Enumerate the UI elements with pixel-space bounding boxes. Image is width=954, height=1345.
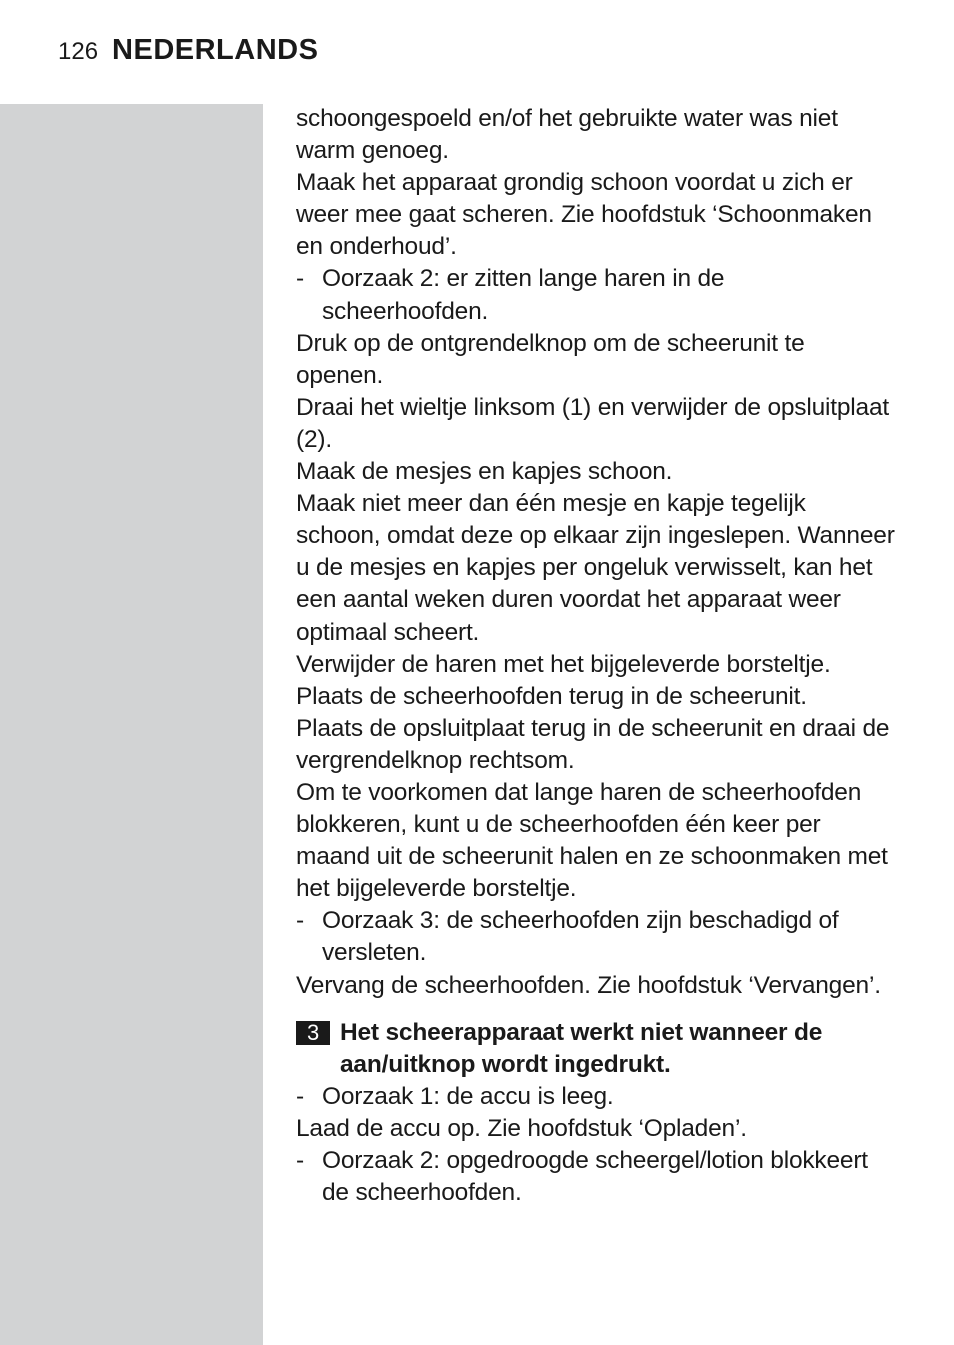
step-heading [296,1017,896,1081]
main-content [296,103,896,1209]
bullet-dash: - [296,265,304,293]
paragraph: Om te voorkomen dat lange haren de scheerhoofden blokkeren, kunt u de scheerhoofden één keer per maand uit de scheerunit halen en ze schoonmaken met het bijgeleverde borsteltje. [296,778,888,903]
paragraph: Draai het wieltje linksom (1) en verwijder de opsluitplaat (2). [296,393,890,453]
sidebar-margin [0,104,263,1345]
page-number: 126 [58,38,99,65]
bullet-text: Oorzaak 2: er zitten lange haren in de scheerhoofden. [322,265,725,325]
step-number-badge: 3 [296,1021,330,1045]
bullet-item [296,1145,896,1209]
bullet-dash: - [296,1147,304,1174]
paragraph: Maak het apparaat grondig schoon voordat u zich er weer mee gaat scheren. Zie hoofdstuk ‘Schoonmaken en onderhoud’. [296,169,872,261]
step-title: Het scheerapparaat werkt niet wanneer de aan/uitknop wordt ingedrukt. [340,1018,823,1078]
paragraph: Maak de mesjes en kapjes schoon. [296,458,673,486]
bullet-item [296,263,896,327]
paragraph: Verwijder de haren met het bijgeleverde borsteltje. [296,650,831,678]
bullet-text: Oorzaak 3: de scheerhoofden zijn beschadigd of versleten. [322,907,839,967]
bullet-text: Oorzaak 2: opgedroogde scheergel/lotion blokkeert de scheerhoofden. [322,1147,868,1207]
paragraph: schoongespoeld en/of het gebruikte water was niet warm genoeg. [296,105,838,165]
paragraph: Laad de accu op. Zie hoofdstuk ‘Opladen’. [296,1114,747,1142]
paragraph: Plaats de scheerhoofden terug in de scheerunit. [296,682,807,710]
section-title: NEDERLANDS [112,34,319,66]
bullet-item [296,1081,896,1113]
paragraph: Plaats de opsluitplaat terug in de scheerunit en draai de vergrendelknop rechtsom. [296,714,890,774]
paragraph: Maak niet meer dan één mesje en kapje tegelijk schoon, omdat deze op elkaar zijn ingeslepen. Wanneer u de mesjes en kapjes per ongeluk verwisselt, kan het een aantal weken duren voordat het apparaat weer optimaal scheert. [296,490,895,646]
paragraph: Druk op de ontgrendelknop om de scheerunit te openen. [296,329,805,389]
bullet-text: Oorzaak 1: de accu is leeg. [322,1082,614,1110]
page-header [58,34,318,67]
bullet-dash: - [296,907,304,935]
bullet-dash: - [296,1082,304,1110]
bullet-item [296,905,896,969]
paragraph: Vervang de scheerhoofden. Zie hoofdstuk ‘Vervangen’. [296,971,881,999]
